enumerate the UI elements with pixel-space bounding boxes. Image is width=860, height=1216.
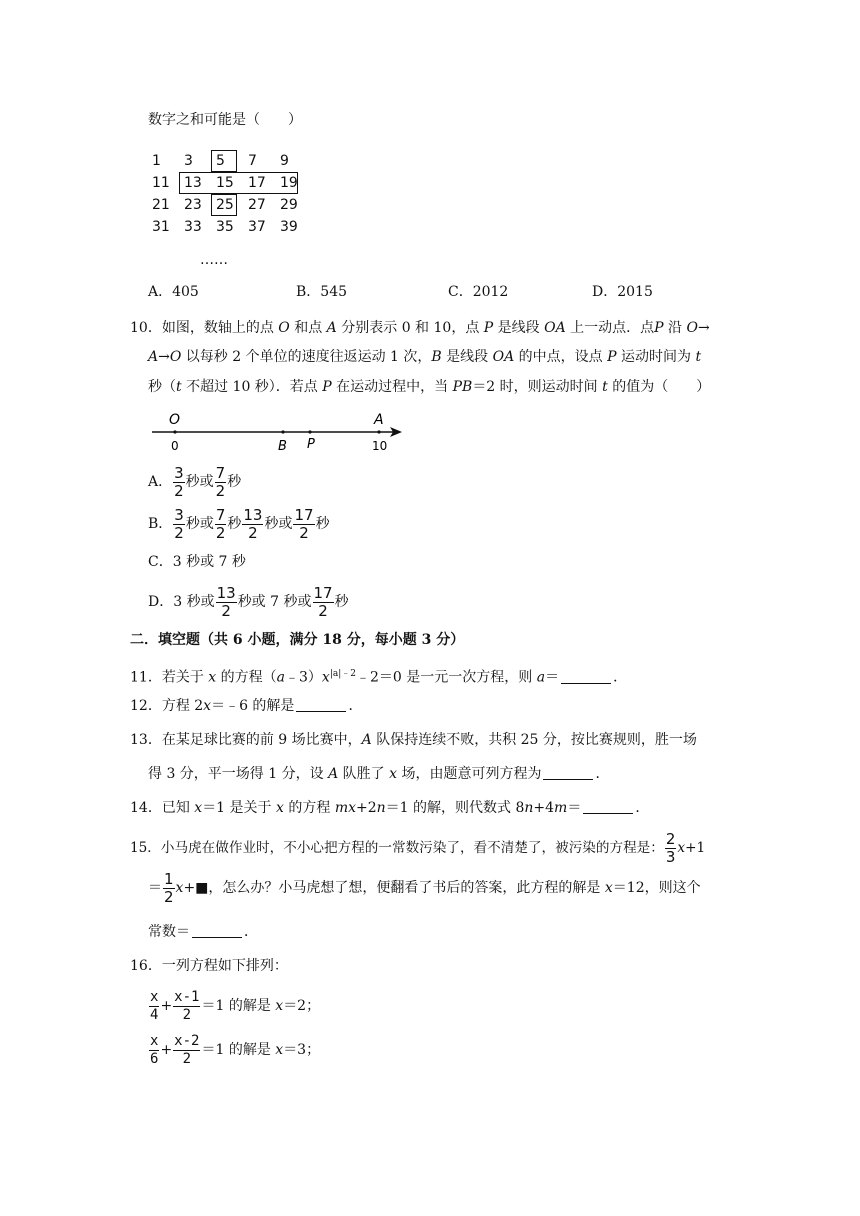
q9-stem-tail: 数字之和可能是（ ） [148,112,302,128]
fraction-x-6: $\frac{x}{6}$ [150,1032,159,1067]
q9-option-b: B．545 [296,284,348,300]
grid-cell: 31 [152,219,170,235]
selection-box-top [211,150,237,172]
fraction-3-2: $\frac{3}{2}$ [174,463,184,500]
answer-blank[interactable] [296,697,346,712]
label-zero: 0 [171,439,179,453]
answer-blank[interactable] [543,765,593,780]
fraction-x-minus-1-2: $\frac{x-1}{2}$ [174,988,200,1023]
grid-cell: 1 [152,153,161,169]
grid-cell: 29 [280,197,298,213]
q10-option-b: B． $\frac{3}{2}$ 秒或 $\frac{7}{2}$ 秒 $\frac{13}{2}$ 秒或 $\frac{17}{2}$ 秒 [148,505,330,542]
q16-stem: 16．一列方程如下排列： [130,958,288,974]
q10-option-c: C．3 秒或 7 秒 [148,554,246,570]
grid-cell: 27 [248,197,266,213]
q16-equation-2: $\frac{x}{6}$ + $\frac{x-2}{2}$ ＝1 的解是 x＝3； [150,1032,321,1067]
q14: 14．已知 x＝1 是关于 x 的方程 mx+2n＝1 的解，则代数式 8n+4m＝ ． [130,800,650,816]
grid-cell: 37 [248,219,266,235]
fraction-2-3: $\frac{2}{3}$ [665,830,676,866]
grid-cell: 13 [184,175,202,191]
q11: 11．若关于 x 的方程$(a﹣3)x^{|a|﹣2}﹣2=0$ 是一元一次方程，则 a＝ ． [130,669,628,686]
grid-cell: 17 [248,175,266,191]
answer-blank[interactable] [192,923,242,938]
grid-cell: 23 [184,197,202,213]
q13-line-1: 13．在某足球比赛的前 9 场比赛中，A 队保持连续不败，共积 25 分，按比赛规则，胜一场 [130,732,697,748]
q15-line-3: 常数＝ ． [148,924,258,940]
label-ten: 10 [372,439,388,453]
q15-line-2: ＝ $\frac{1}{2}$ x+■，怎么办？小马虎想了想，便翻看了书后的答案，此方程的解是 x＝12，则这个 [148,869,701,906]
grid-cell: 7 [248,153,257,169]
section-heading-fill-in: 二．填空题（共 6 小题，满分 18 分，每小题 3 分） [130,632,465,648]
q15-line-1: 15．小马虎在做作业时，不小心把方程的一常数污染了，看不清楚了，被污染的方程是： $\frac{2}{3}$ x+1 [130,830,706,866]
q9-option-c: C．2012 [448,284,509,300]
q13-line-2: 得 3 分，平一场得 1 分，设 A 队胜了 x 场，由题意可列方程为 ． [148,766,610,782]
grid-cell: 15 [216,175,234,191]
q9-option-d: D．2015 [592,284,653,300]
fraction-13-2: $\frac{13}{2}$ [243,505,263,542]
selection-box-middle [179,172,298,194]
number-line-figure [150,410,410,458]
q12: 12．方程 2x＝﹣6 的解是 ． [130,698,363,714]
grid-cell: 5 [216,153,225,169]
q10-line-3: 秒（t 不超过 10 秒）．若点 P 在运动过程中，当 PB＝2 时，则运动时间 t 的值为（ ） [148,379,711,395]
answer-blank[interactable] [583,799,633,814]
point-o-dot [173,430,176,433]
fraction-1-2: $\frac{1}{2}$ [164,869,174,906]
fraction-7-2: $\frac{7}{2}$ [215,463,226,500]
grid-cell: 9 [280,153,289,169]
label-o: O [169,412,181,428]
grid-cell: 21 [152,197,170,213]
q10-line-2: A→O 以每秒 2 个单位的速度往返运动 1 次，B 是线段 OA 的中点，设点 P 运动时间为 t [148,349,702,365]
grid-cell: 33 [184,219,202,235]
fraction-3-2: $\frac{3}{2}$ [174,505,184,542]
q10-line-1: 10．如图，数轴上的点 O 和点 A 分别表示 0 和 10，点 P 是线段 OA 上一动点．点P 沿 O→ [130,320,710,336]
fraction-17-2: $\frac{17}{2}$ [294,505,314,542]
fraction-13-2: $\frac{13}{2}$ [216,583,236,620]
grid-cell: 35 [216,219,234,235]
point-b-dot [281,430,284,433]
fraction-x-4: $\frac{x}{4}$ [150,988,159,1023]
fraction-7-2: $\frac{7}{2}$ [215,505,226,542]
fraction-17-2: $\frac{17}{2}$ [313,583,333,620]
label-p: P [307,437,315,452]
point-p-dot [308,430,311,433]
label-b: B [278,439,287,454]
grid-cell: 11 [152,175,170,191]
grid-cell: 39 [280,219,298,235]
q16-equation-1: $\frac{x}{4}$ + $\frac{x-1}{2}$ ＝1 的解是 x＝2； [150,988,321,1023]
q10-option-d: D．3 秒或 $\frac{13}{2}$ 秒或 7 秒或 $\frac{17}{2}$ 秒 [148,583,349,620]
point-a-dot [377,430,380,433]
grid-cell: 19 [280,175,298,191]
label-a: A [374,412,384,428]
grid-ellipsis: …… [200,252,228,268]
grid-cell: 25 [216,197,234,213]
q9-option-a: A．405 [148,284,199,300]
answer-blank[interactable] [561,669,611,684]
selection-box-bottom [211,194,237,216]
grid-cell: 3 [184,153,193,169]
q10-option-a: A． $\frac{3}{2}$ 秒或 $\frac{7}{2}$ 秒 [148,463,242,500]
fraction-x-minus-2-2: $\frac{x-2}{2}$ [174,1032,200,1067]
